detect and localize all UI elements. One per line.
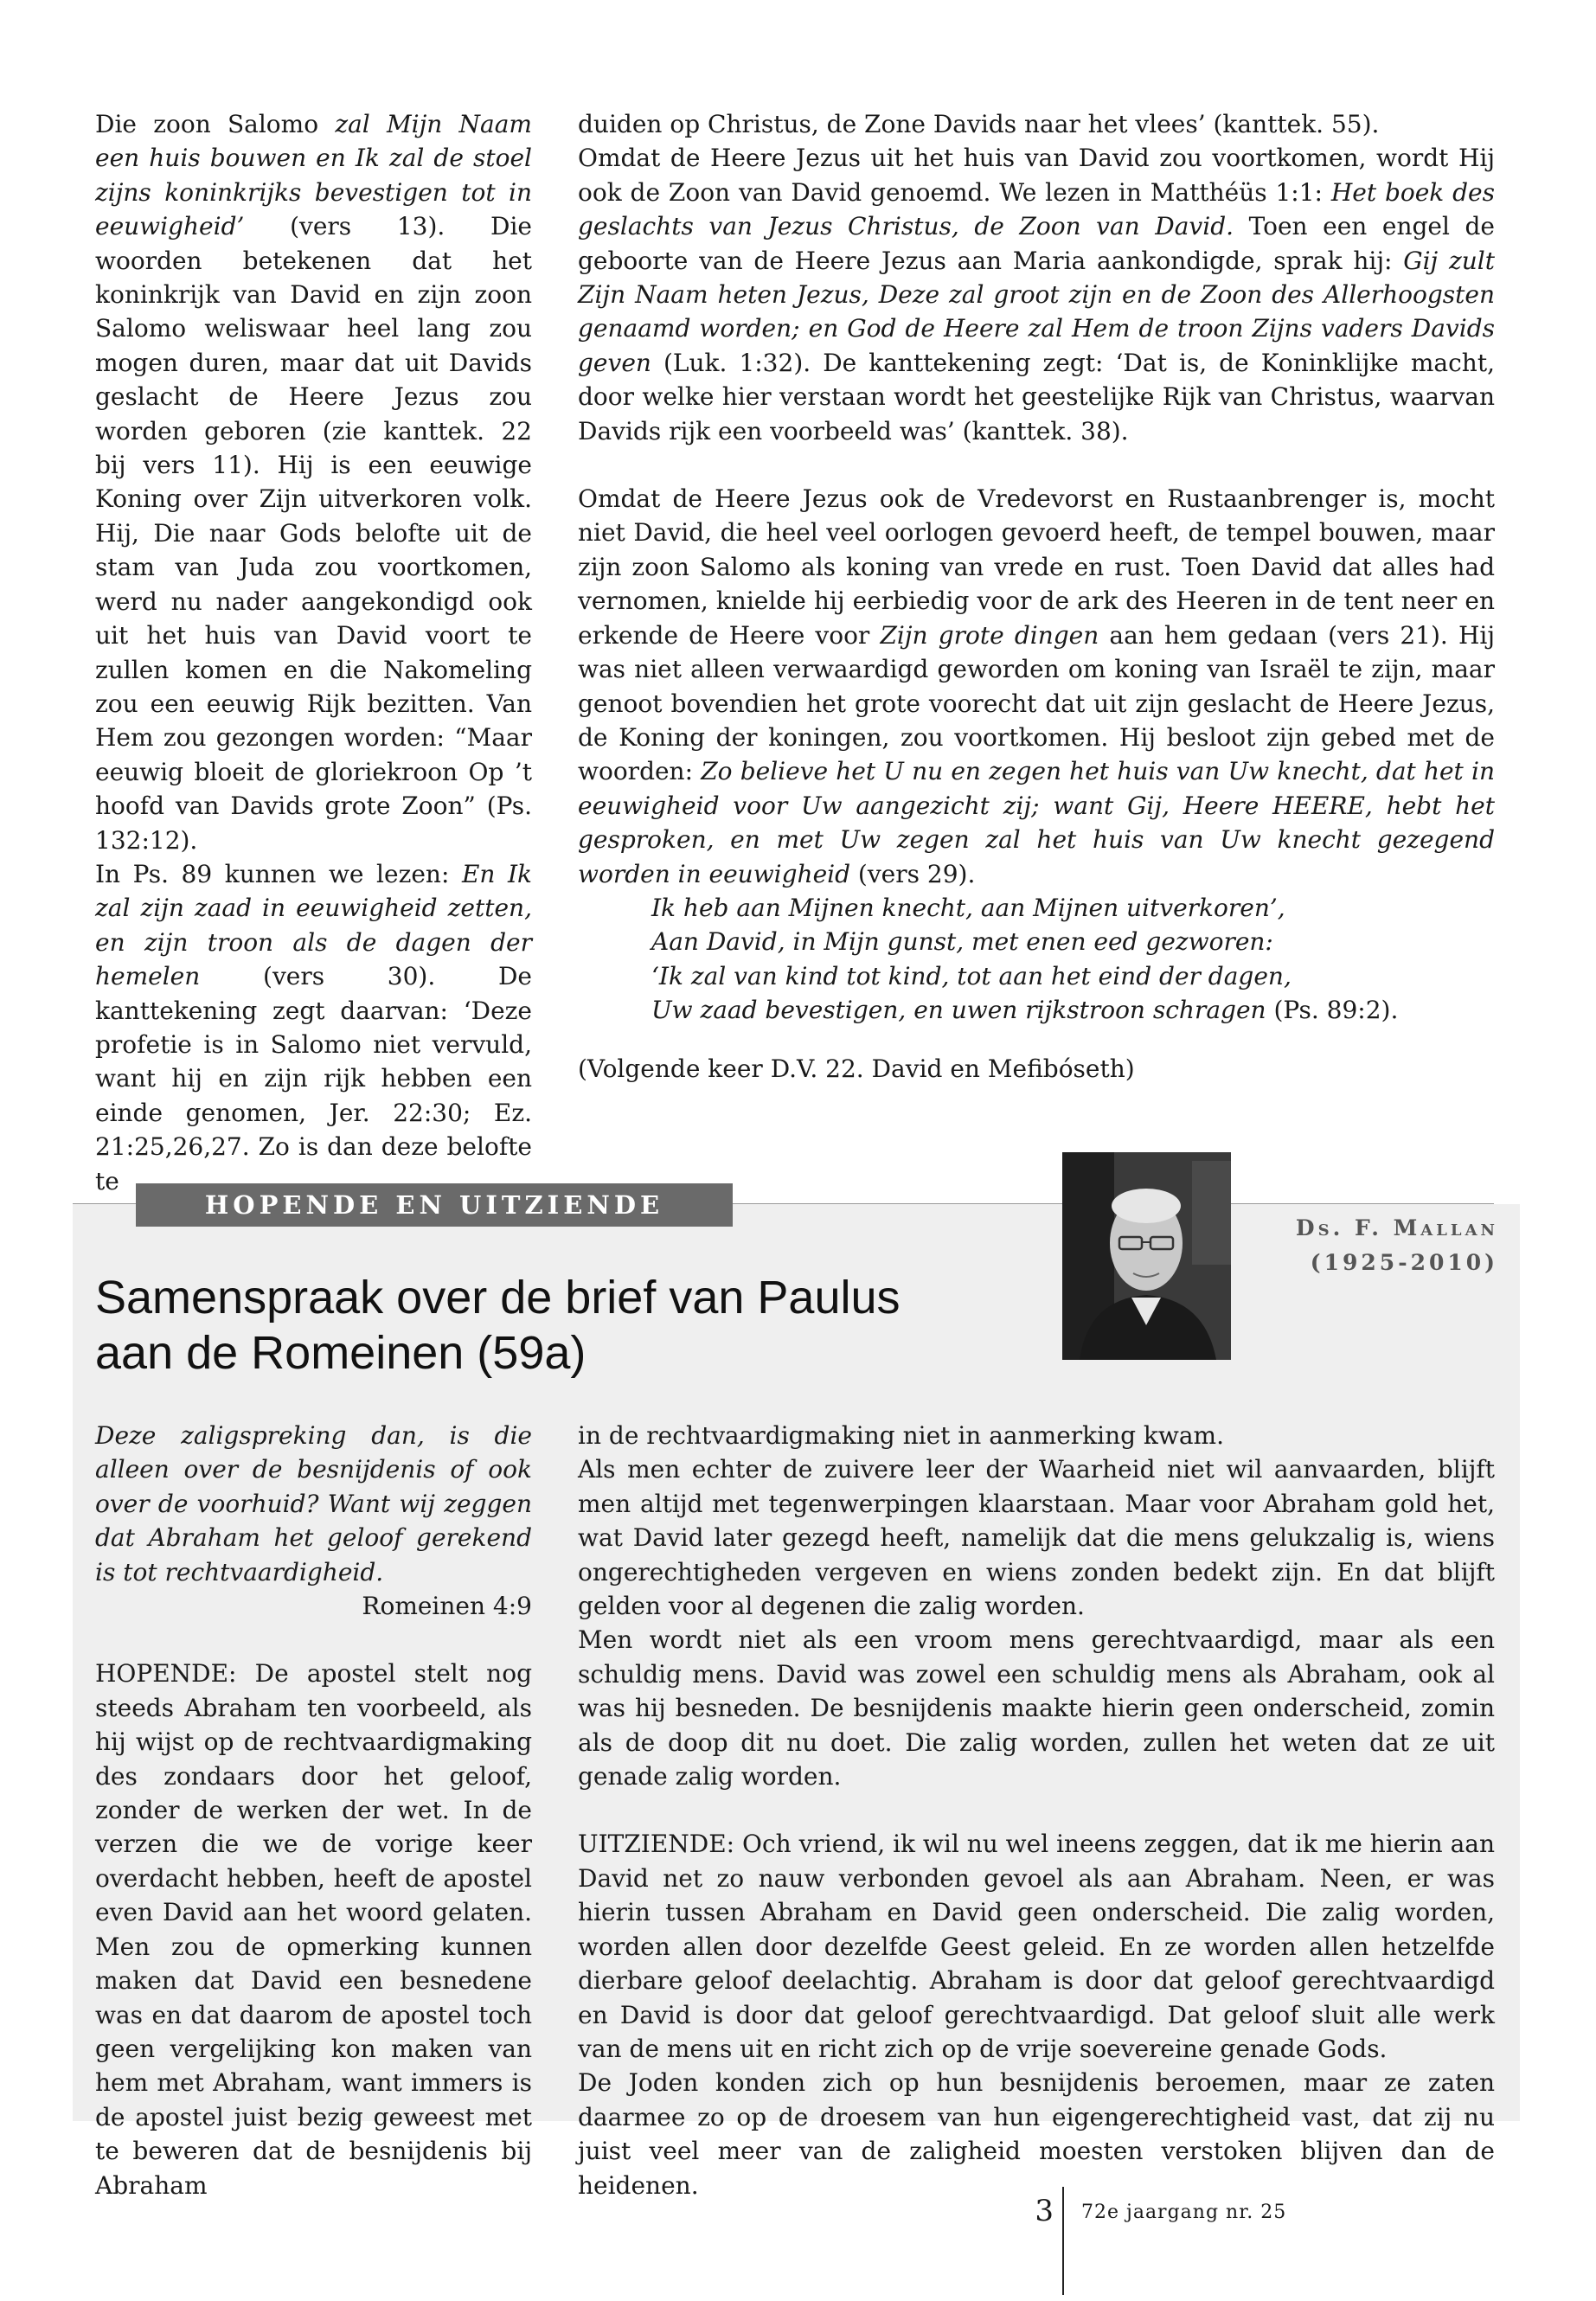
paragraph: Omdat de Heere Jezus uit het huis van David zou voortkomen, wordt Hij ook de Zoon van David genoemd. We lezen in Matthéüs 1:1: Het boek des geslachts van Jezus Christus, de Zoon van David. Toen een engel de geboorte van de Heere Jezus aan Maria aankondigde, sprak hij: Gij zult Zijn Naam heten Jezus, Deze zal groot zijn en de Zoon des Allerhoogsten genaamd worden; en God de Heere zal Hem de troon Zijns vaders Davids geven (Luk. 1:32). De kanttekening zegt: ‘Dat is, de Koninklijke macht, door welke hier verstaan wordt het geestelijke Rijk van Christus, waarvan Davids rijk een voorbeeld was’ (kanttek. 38). <box>578 144 1495 445</box>
paragraph: in de rechtvaardigmaking niet in aanmerking kwam. <box>578 1421 1225 1450</box>
bottom-left-column <box>95 1419 532 2202</box>
paragraph: duiden op Christus, de Zone Davids naar het vlees’ (kanttek. 55). <box>578 110 1380 138</box>
bottom-right-column <box>578 1419 1495 2202</box>
scripture-reference-row: Romeinen 4:9 <box>362 1592 532 1621</box>
page-number: 3 <box>1035 2194 1054 2228</box>
top-right-column <box>578 107 1495 1086</box>
section-label: HOPENDE EN UITZIENDE <box>136 1183 733 1227</box>
divider <box>1062 2187 1064 2295</box>
author-byline <box>1246 1211 1498 1280</box>
paragraph: Die zoon Salomo zal Mijn Naam een huis bouwen en Ik zal de stoel zijns koninkrijks bevestigen tot in eeuwigheid’ (vers 13). Die woorden betekenen dat het koninkrijk van David en zijn zoon Salomo weliswaar heel lang zou mogen duren, maar dat uit Davids geslacht de Heere Jezus zou worden geboren (zie kanttek. 22 bij vers 11). Hij is een eeuwige Koning over Zijn uitverkoren volk. Hij, Die naar Gods belofte uit de stam van Juda zou voortkomen, werd nu nader aangekondigd ook uit het huis van David voort te zullen komen en die Nakomeling zou een eeuwig Rijk bezitten. Van Hem zou gezongen worden: “Maar eeuwig bloeit de gloriekroon Op ’t hoofd van Davids grote Zoon” (Ps. 132:12). <box>95 110 532 855</box>
issue-label: 72e jaargang nr. 25 <box>1081 2202 1287 2223</box>
poem-line: Uw zaad bevestigen, en uwen rijkstroon schragen (Ps. 89:2). <box>651 996 1399 1025</box>
paragraph: UITZIENDE: Och vriend, ik wil nu wel ineens zeggen, dat ik me hierin aan David net zo nauw verbonden gevoel als aan Abraham. Neen, er was hierin tussen Abraham en David geen onderscheid. Die zalig worden, worden allen door dezelfde Geest geleid. En ze worden allen hetzelfde dierbare geloof deelachtig. Abraham is door dat geloof gerechtvaardigd en David is door dat geloof gerechtvaardigd. Dat geloof sluit alle werk van de mens uit en richt zich op de vrije soevereine genade Gods. <box>578 1830 1495 2063</box>
paragraph: In Ps. 89 kunnen we lezen: En Ik zal zijn zaad in eeuwigheid zetten, en zijn troon als de dagen der hemelen (vers 30). De kanttekening zegt daarvan: ‘Deze profetie is in Salomo niet vervuld, want hij en zijn rijk hebben een einde genomen, Jer. 22:30; Ez. 21:25,26,27. Zo is dan deze belofte te <box>95 859 532 1195</box>
next-episode-note: (Volgende keer D.V. 22. David en Mefibóseth) <box>578 1054 1135 1083</box>
psalm-quote <box>578 891 1495 1028</box>
paragraph: Men wordt niet als een vroom mens gerechtvaardigd, maar als een schuldig mens. David was zowel een schuldig mens als Abraham, ook al was hij besneden. De besnijdenis maakte hierin geen onderscheid, zomin als de doop dit nu doet. Die zalig worden, zullen het weten dat ze uit genade zalig worden. <box>578 1625 1495 1791</box>
scripture-quote: Deze zaligspreking dan, is die alleen over de besnijdenis of ook over de voorhuid? Want wij zeggen dat Abraham het geloof gerekend is tot rechtvaardigheid. <box>95 1421 532 1586</box>
author-years: (1925-2010) <box>1310 1250 1498 1275</box>
poem-line: Ik heb aan Mijnen knecht, aan Mijnen uitverkoren’, <box>651 893 1285 922</box>
author-name: Ds. F. Mallan <box>1295 1215 1498 1240</box>
top-left-column <box>95 107 532 1198</box>
paragraph: Omdat de Heere Jezus ook de Vredevorst en Rustaanbrenger is, mocht niet David, die heel veel oorlogen gevoerd heeft, de tempel bouwen, maar zijn zoon Salomo als koning van vrede en rust. Toen David dat alles had vernomen, knielde hij eerbiedig voor de ark des Heeren in de tent neer en erkende de Heere voor Zijn grote dingen aan hem gedaan (vers 21). Hij was niet alleen verwaardigd geworden om koning van Israël te zijn, maar genoot bovendien het grote voorecht dat uit zijn geslacht de Heere Jezus, de Koning der koningen, zou voortkomen. Hij besloot zijn gebed met de woorden: Zo believe het U nu en zegen het huis van Uw knecht, dat het in eeuwigheid voor Uw aangezicht zij; want Gij, Heere HEERE, hebt het gesproken, en met Uw zegen zal het huis van Uw knecht gezegend worden in eeuwigheid (vers 29). <box>578 484 1496 888</box>
paragraph: De Joden konden zich op hun besnijdenis beroemen, maar ze zaten daarmee zo op de droesem van hun eigengerechtigheid vast, dat zij nu juist veel meer van de zaligheid moesten verstoken blijven dan de heidenen. <box>578 2068 1495 2200</box>
article-title: Samenspraak over de brief van Paulus aan de Romeinen (59a) <box>95 1272 901 1379</box>
poem-line: Aan David, in Mijn gunst, met enen eed gezworen: <box>651 927 1273 957</box>
author-portrait <box>1062 1152 1231 1360</box>
paragraph: HOPENDE: De apostel stelt nog steeds Abraham ten voorbeeld, als hij wijst op de rechtvaardigmaking des zondaars door het geloof, zonder de werken der wet. In de verzen die we de vorige keer overdacht hebben, heeft de apostel even David aan het woord gelaten. Men zou de opmerking kunnen maken dat David een besnedene was en dat daarom de apostel toch geen vergelijking kon maken van hem met Abraham, want immers is de apostel juist bezig geweest met te beweren dat de besnijdenis bij Abraham <box>95 1659 532 2200</box>
poem-line: ‘Ik zal van kind tot kind, tot aan het eind der dagen, <box>651 961 1292 990</box>
paragraph: Als men echter de zuivere leer der Waarheid niet wil aanvaarden, blijft men altijd met tegenwerpingen klaarstaan. Maar voor Abraham gold het, wat David later gezegd heeft, namelijk dat die mens gelukzalig is, wiens ongerechtigheden vergeven en wiens zonden bedekt zijn. En dat blijft gelden voor al degenen die zalig worden. <box>578 1455 1495 1621</box>
